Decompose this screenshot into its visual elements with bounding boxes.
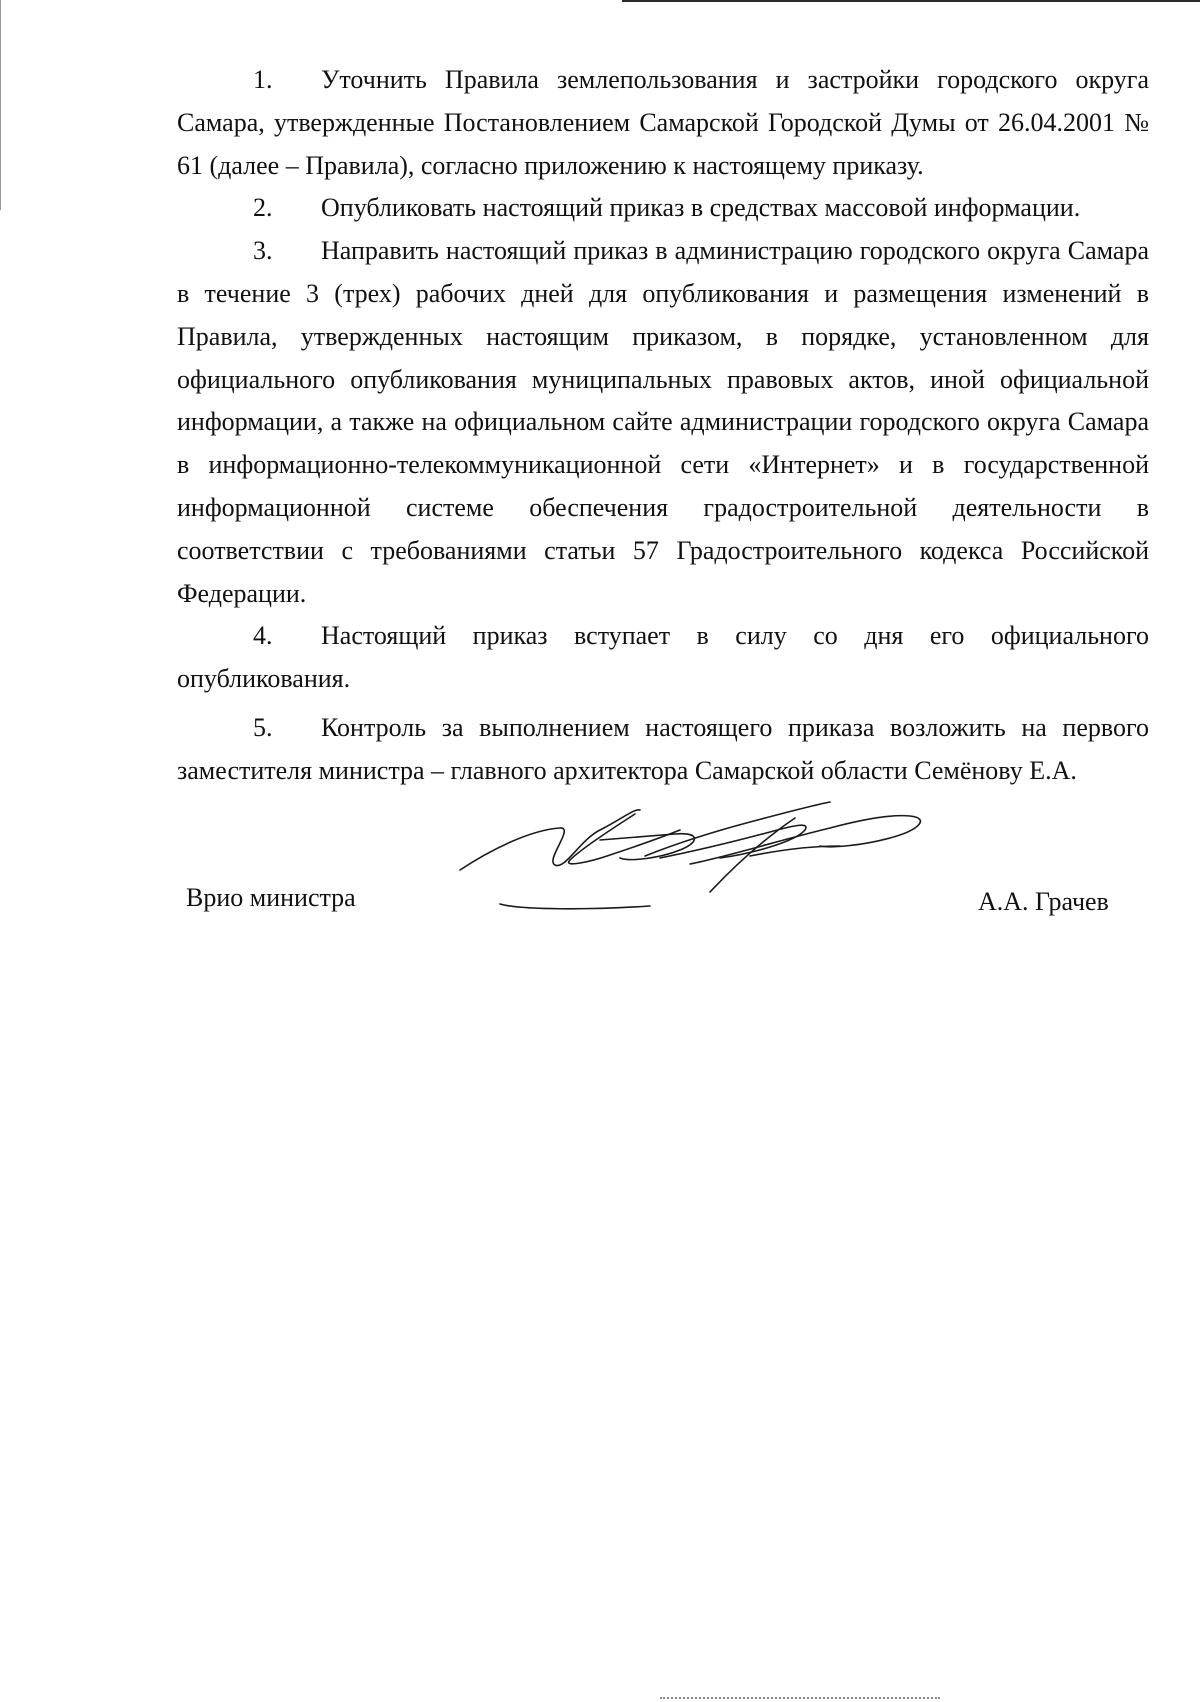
item-5 xyxy=(177,707,1149,793)
item-3-text: Направить настоящий приказ в администрацию городского округа Самара в течение 3 (трех) рабочих дней для опубликования и размещения изменений в Правила, утвержденных настоящим приказом, в порядке, установленном для официального опубликования муниципальных правовых актов, иной официальной информации, а также на официальном сайте администрации городского округа Самара в информационно-телекоммуникационной сети «Интернет» и в государственной информационной системе обеспечения градостроительной деятельности в соответствии с требованиями статьи 57 Градостроительного кодекса Российской Федерации. xyxy=(177,236,1149,608)
scan-edge-left xyxy=(0,0,1,210)
item-4 xyxy=(177,615,1149,701)
signatory-position: Врио министра xyxy=(186,883,356,912)
item-2 xyxy=(177,187,1149,230)
signatory-name: А.А. Грачев xyxy=(978,887,1109,916)
item-5-number: 5. xyxy=(253,712,273,742)
item-2-number: 2. xyxy=(253,193,273,223)
item-3 xyxy=(177,230,1149,615)
signature-block xyxy=(0,800,1200,940)
handwritten-signature xyxy=(450,800,980,912)
document-body xyxy=(177,59,1149,793)
item-1-number: 1. xyxy=(253,65,273,94)
item-1-text: Уточнить Правила землепользования и застройки городского округа Самара, утвержденные Постановлением Самарской Городской Думы от 26.04.2001 № 61 (далее – Правила), согласно приложению к настоящему приказу. xyxy=(177,65,1149,180)
scan-edge-top xyxy=(622,0,1200,2)
item-5-text: Контроль за выполнением настоящего приказа возложить на первого заместителя министра – главного архитектора Самарской области Семёнову Е.А. xyxy=(177,712,1149,785)
item-3-number: 3. xyxy=(253,236,273,266)
item-2-text: Опубликовать настоящий приказ в средствах массовой информации. xyxy=(321,193,1081,223)
item-4-text: Настоящий приказ вступает в силу со дня его официального опубликования. xyxy=(177,621,1149,694)
item-1 xyxy=(177,59,1149,187)
scan-noise-bottom xyxy=(660,1697,940,1701)
item-4-number: 4. xyxy=(253,621,273,651)
